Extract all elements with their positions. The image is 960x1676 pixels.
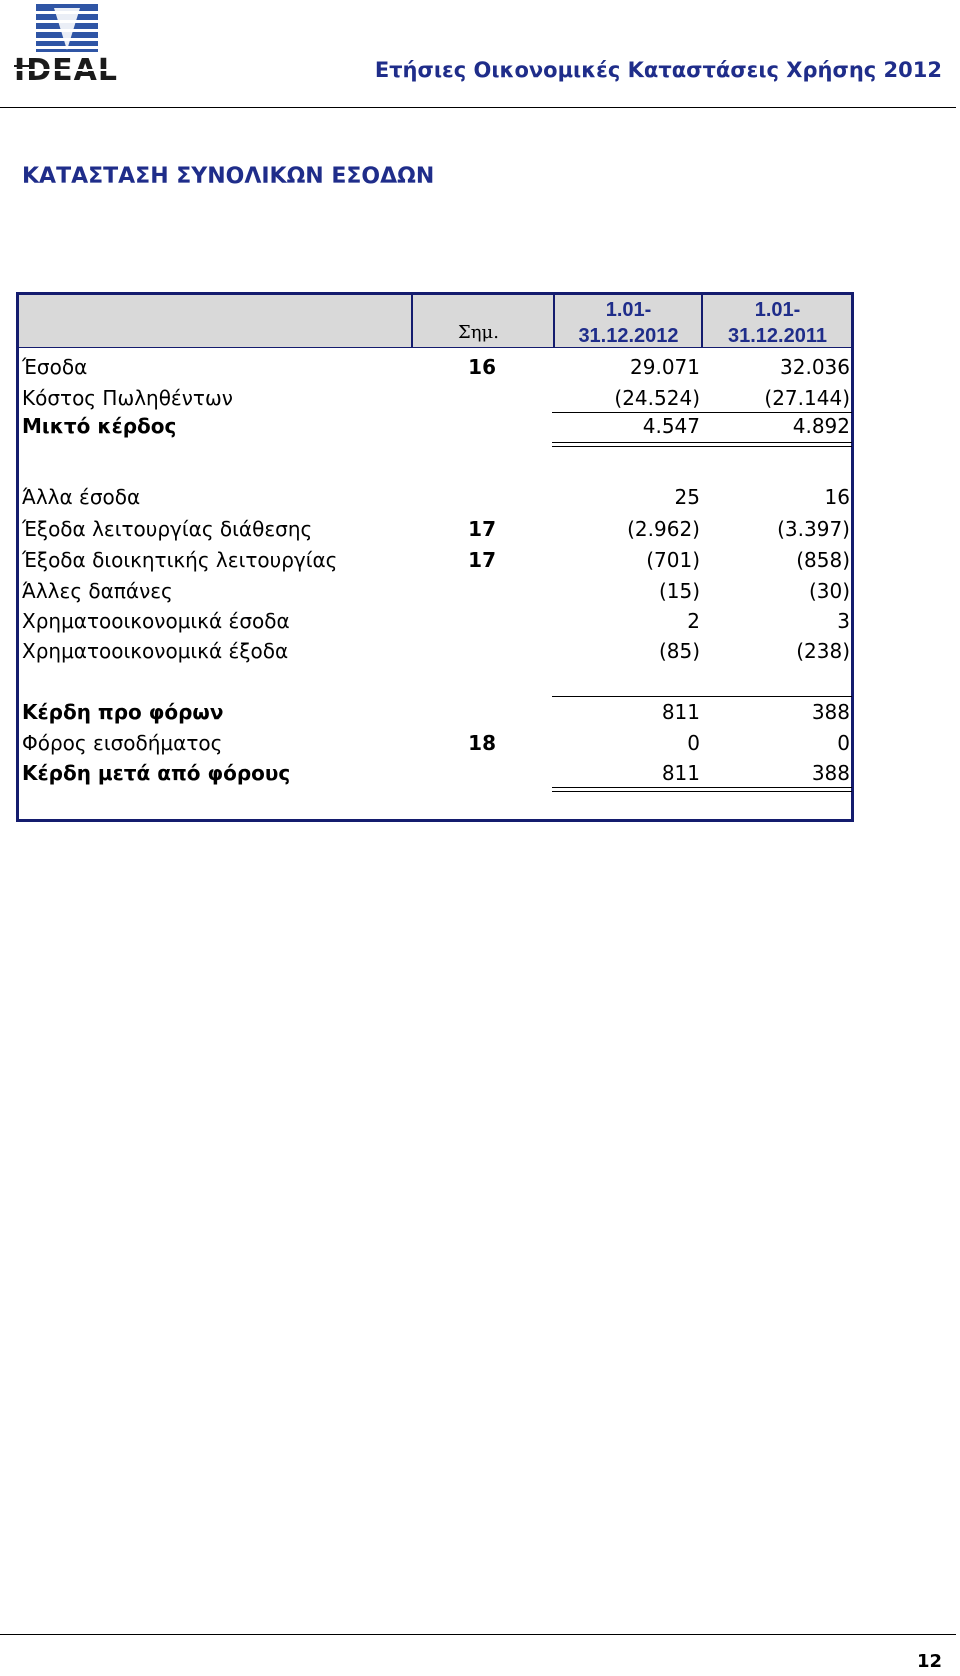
row-value-2011: (27.144) bbox=[764, 386, 850, 410]
total-double-line bbox=[704, 442, 852, 447]
column-header-2011 bbox=[704, 297, 851, 349]
logo-graphic bbox=[14, 4, 118, 86]
row-note: 17 bbox=[468, 517, 496, 541]
row-value-2012: 29.071 bbox=[630, 355, 700, 379]
table-row bbox=[0, 517, 960, 545]
row-value-2011: (3.397) bbox=[777, 517, 850, 541]
row-label: Άλλες δαπάνες bbox=[22, 579, 173, 603]
row-note: 18 bbox=[468, 731, 496, 755]
row-label: Χρηματοοικονομικά έξοδα bbox=[22, 639, 289, 663]
table-row bbox=[0, 485, 960, 513]
column-header-2012 bbox=[556, 297, 701, 349]
row-value-2011: 16 bbox=[824, 485, 850, 509]
row-value-2011: 0 bbox=[837, 731, 850, 755]
subtotal-line bbox=[704, 696, 852, 697]
row-label: Χρηματοοικονομικά έσοδα bbox=[22, 609, 290, 633]
table-row bbox=[0, 731, 960, 759]
row-value-2011: 4.892 bbox=[792, 414, 850, 438]
row-value-2011: 388 bbox=[811, 761, 850, 785]
row-note: 17 bbox=[468, 548, 496, 572]
header-separator bbox=[701, 295, 703, 348]
row-note: 16 bbox=[468, 355, 496, 379]
table-row bbox=[0, 639, 960, 667]
row-label: Κέρδη μετά από φόρους bbox=[22, 761, 291, 785]
row-label: Έξοδα λειτουργίας διάθεσης bbox=[22, 517, 313, 541]
footer-divider bbox=[0, 1634, 956, 1635]
total-double-line bbox=[552, 442, 704, 447]
row-value-2012: 4.547 bbox=[642, 414, 700, 438]
row-value-2012: (85) bbox=[658, 639, 700, 663]
subtotal-line bbox=[552, 696, 704, 697]
row-value-2011: (238) bbox=[796, 639, 850, 663]
row-value-2012: 811 bbox=[661, 700, 700, 724]
document-header-title: Ετήσιες Οικονομικές Καταστάσεις Χρήσης 2012 bbox=[374, 58, 942, 82]
row-value-2012: 0 bbox=[687, 731, 700, 755]
table-row bbox=[0, 609, 960, 637]
header-divider bbox=[0, 107, 956, 108]
row-value-2011: 388 bbox=[811, 700, 850, 724]
row-value-2012: (24.524) bbox=[614, 386, 700, 410]
row-value-2012: (15) bbox=[658, 579, 700, 603]
table-row bbox=[0, 414, 960, 442]
subtotal-line bbox=[704, 412, 852, 413]
section-title: ΚΑΤΑΣΤΑΣΗ ΣΥΝΟΛΙΚΩΝ ΕΣΟΔΩΝ bbox=[22, 164, 435, 189]
table-row bbox=[0, 579, 960, 607]
table-row bbox=[0, 386, 960, 414]
column-header-2012-line1: 1.01- bbox=[605, 299, 652, 321]
column-header-2012-line2: 31.12.2012 bbox=[578, 325, 679, 347]
row-label: Φόρος εισοδήματος bbox=[22, 731, 223, 755]
column-header-2011-line1: 1.01- bbox=[754, 299, 801, 321]
table-row bbox=[0, 548, 960, 576]
row-label: Έσοδα bbox=[22, 355, 88, 379]
row-value-2011: (30) bbox=[808, 579, 850, 603]
page-number: 12 bbox=[916, 1651, 942, 1672]
row-label: Μικτό κέρδος bbox=[22, 414, 177, 438]
subtotal-line bbox=[552, 412, 704, 413]
row-value-2012: 811 bbox=[661, 761, 700, 785]
row-label: Κόστος Πωληθέντων bbox=[22, 386, 233, 410]
row-label: Άλλα έσοδα bbox=[22, 485, 141, 509]
svg-text:IDEAL: IDEAL bbox=[14, 53, 118, 86]
row-label: Έξοδα διοικητικής λειτουργίας bbox=[22, 548, 338, 572]
notes-column-header: Σημ. bbox=[458, 322, 499, 343]
row-value-2012: 2 bbox=[687, 609, 700, 633]
header-separator bbox=[411, 295, 413, 348]
row-value-2012: (2.962) bbox=[627, 517, 700, 541]
total-double-line bbox=[552, 787, 704, 792]
header-separator bbox=[553, 295, 555, 348]
total-double-line bbox=[704, 787, 852, 792]
row-value-2012: 25 bbox=[674, 485, 700, 509]
ideal-logo bbox=[14, 4, 118, 86]
row-value-2011: 32.036 bbox=[780, 355, 850, 379]
row-value-2011: 3 bbox=[837, 609, 850, 633]
row-label: Κέρδη προ φόρων bbox=[22, 700, 224, 724]
column-header-2011-line2: 31.12.2011 bbox=[728, 325, 827, 347]
row-value-2012: (701) bbox=[646, 548, 700, 572]
table-row bbox=[0, 700, 960, 728]
table-row bbox=[0, 355, 960, 383]
row-value-2011: (858) bbox=[796, 548, 850, 572]
table-row bbox=[0, 761, 960, 789]
